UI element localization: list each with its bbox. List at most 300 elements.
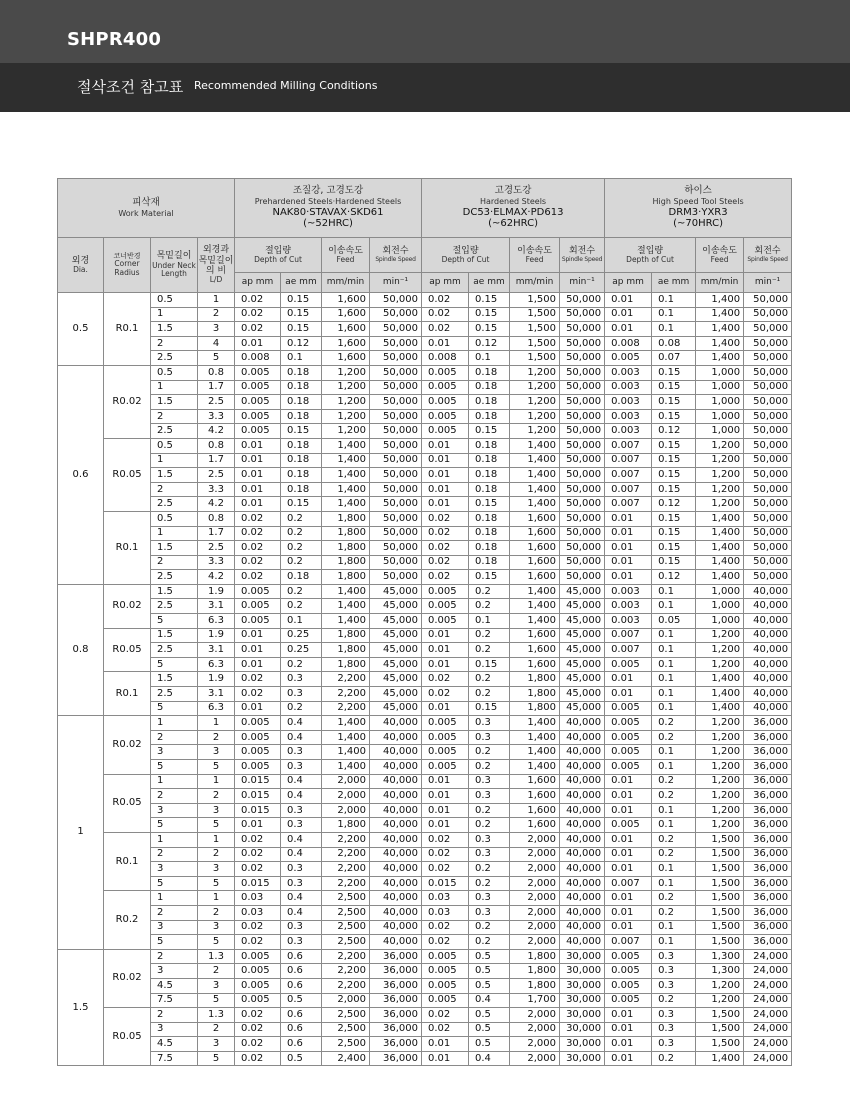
value-cell: 0.12 (281, 336, 322, 351)
value-cell: 0.003 (605, 395, 652, 410)
value-cell: 40,000 (560, 935, 605, 950)
value-cell: 1,200 (696, 643, 744, 658)
value-cell: 1,200 (696, 730, 744, 745)
value-cell: 0.18 (469, 511, 510, 526)
spindle-speed-header-1: 회전수 Spindle Speed (370, 238, 422, 273)
value-cell: 0.02 (422, 862, 469, 877)
value-cell: 0.4 (281, 789, 322, 804)
value-cell: 1,800 (322, 511, 370, 526)
value-cell: 1,200 (696, 657, 744, 672)
value-cell: 0.8 (198, 511, 235, 526)
value-cell: 0.02 (422, 672, 469, 687)
value-cell: 0.005 (235, 964, 281, 979)
value-cell: 1,800 (510, 701, 560, 716)
value-cell: 40,000 (370, 905, 422, 920)
value-cell: 1.7 (198, 453, 235, 468)
value-cell: 1,500 (696, 905, 744, 920)
value-cell: 3 (151, 745, 198, 760)
corner-radius-cell: R0.02 (104, 584, 151, 628)
value-cell: 40,000 (560, 803, 605, 818)
value-cell: 0.01 (605, 832, 652, 847)
corner-radius-cell: R0.02 (104, 365, 151, 438)
value-cell: 1,200 (696, 760, 744, 775)
value-cell: 1,200 (696, 818, 744, 833)
value-cell: 1,200 (322, 395, 370, 410)
corner-radius-header: 코너반경 Corner Radius (104, 238, 151, 293)
value-cell: 1,800 (322, 818, 370, 833)
value-cell: 2 (151, 409, 198, 424)
value-cell: 0.005 (235, 395, 281, 410)
value-cell: 1,400 (696, 511, 744, 526)
value-cell: 0.005 (422, 745, 469, 760)
value-cell: 40,000 (370, 803, 422, 818)
value-cell: 0.12 (652, 570, 696, 585)
value-cell: 45,000 (370, 584, 422, 599)
value-cell: 30,000 (560, 1022, 605, 1037)
value-cell: 0.18 (469, 555, 510, 570)
value-cell: 0.2 (469, 745, 510, 760)
value-cell: 0.2 (281, 526, 322, 541)
value-cell: 45,000 (370, 628, 422, 643)
value-cell: 0.15 (652, 468, 696, 483)
value-cell: 3 (198, 920, 235, 935)
value-cell: 1.7 (198, 380, 235, 395)
value-cell: 1,800 (510, 672, 560, 687)
value-cell: 1,200 (510, 395, 560, 410)
under-neck-length-header: 목밑길이 Under Neck Length (151, 238, 198, 293)
value-cell: 36,000 (744, 905, 792, 920)
value-cell: 1.5 (151, 541, 198, 556)
value-cell: 40,000 (370, 862, 422, 877)
value-cell: 40,000 (744, 643, 792, 658)
value-cell: 0.02 (235, 920, 281, 935)
value-cell: 50,000 (560, 526, 605, 541)
value-cell: 1.5 (151, 322, 198, 337)
material-group-1-header: 조질강, 고경도강 Prehardened Steels·Hardened Steels NAK80·STAVAX·SKD61 (~52HRC) (235, 179, 422, 238)
corner-radius-cell: R0.1 (104, 293, 151, 366)
value-cell: 0.3 (469, 789, 510, 804)
table-row (58, 657, 792, 672)
value-cell: 0.01 (422, 468, 469, 483)
value-cell: 40,000 (560, 818, 605, 833)
value-cell: 0.18 (469, 526, 510, 541)
value-cell: 0.02 (235, 687, 281, 702)
value-cell: 36,000 (744, 935, 792, 950)
value-cell: 0.6 (281, 964, 322, 979)
value-cell: 2 (151, 789, 198, 804)
value-cell: 0.1 (652, 687, 696, 702)
value-cell: 1,400 (696, 541, 744, 556)
unit-speed: min⁻¹ (744, 273, 792, 293)
value-cell: 0.1 (281, 351, 322, 366)
value-cell: 0.2 (469, 687, 510, 702)
value-cell: 0.2 (652, 847, 696, 862)
value-cell: 36,000 (744, 891, 792, 906)
value-cell: 40,000 (560, 876, 605, 891)
value-cell: 36,000 (744, 847, 792, 862)
value-cell: 50,000 (370, 555, 422, 570)
value-cell: 2,000 (510, 862, 560, 877)
value-cell: 0.005 (605, 716, 652, 731)
value-cell: 1,200 (696, 468, 744, 483)
value-cell: 40,000 (744, 628, 792, 643)
value-cell: 0.5 (151, 438, 198, 453)
value-cell: 1 (151, 774, 198, 789)
table-row (58, 293, 792, 308)
value-cell: 36,000 (744, 716, 792, 731)
diameter-cell: 0.5 (58, 293, 104, 366)
value-cell: 2,000 (510, 847, 560, 862)
value-cell: 0.02 (422, 1022, 469, 1037)
value-cell: 0.07 (652, 351, 696, 366)
value-cell: 0.01 (422, 482, 469, 497)
value-cell: 0.4 (469, 1051, 510, 1066)
value-cell: 0.5 (469, 964, 510, 979)
diameter-cell: 0.8 (58, 584, 104, 715)
value-cell: 45,000 (560, 584, 605, 599)
value-cell: 0.18 (281, 570, 322, 585)
value-cell: 2.5 (151, 424, 198, 439)
value-cell: 1,200 (696, 497, 744, 512)
value-cell: 0.1 (652, 876, 696, 891)
value-cell: 0.01 (605, 789, 652, 804)
value-cell: 2 (198, 307, 235, 322)
table-row (58, 555, 792, 570)
value-cell: 40,000 (744, 701, 792, 716)
value-cell: 0.2 (652, 789, 696, 804)
value-cell: 0.05 (652, 614, 696, 629)
value-cell: 0.2 (652, 716, 696, 731)
value-cell: 0.01 (605, 541, 652, 556)
value-cell: 50,000 (560, 380, 605, 395)
value-cell: 1,200 (510, 409, 560, 424)
value-cell: 50,000 (560, 438, 605, 453)
value-cell: 1,400 (510, 760, 560, 775)
value-cell: 40,000 (744, 687, 792, 702)
value-cell: 0.3 (281, 745, 322, 760)
value-cell: 50,000 (560, 395, 605, 410)
value-cell: 0.005 (235, 409, 281, 424)
value-cell: 1,600 (510, 555, 560, 570)
value-cell: 0.2 (469, 803, 510, 818)
value-cell: 5 (151, 760, 198, 775)
value-cell: 50,000 (744, 365, 792, 380)
value-cell: 50,000 (560, 570, 605, 585)
value-cell: 0.18 (281, 438, 322, 453)
value-cell: 0.02 (422, 847, 469, 862)
value-cell: 0.1 (652, 672, 696, 687)
value-cell: 2.5 (198, 468, 235, 483)
value-cell: 45,000 (370, 599, 422, 614)
value-cell: 0.3 (652, 949, 696, 964)
value-cell: 0.01 (235, 643, 281, 658)
value-cell: 50,000 (560, 307, 605, 322)
value-cell: 0.01 (605, 774, 652, 789)
value-cell: 0.01 (605, 526, 652, 541)
unit-feed: mm/min (696, 273, 744, 293)
value-cell: 1,600 (510, 803, 560, 818)
unit-feed: mm/min (322, 273, 370, 293)
value-cell: 0.3 (469, 832, 510, 847)
value-cell: 1,200 (510, 365, 560, 380)
unit-ae: ae mm (652, 273, 696, 293)
value-cell: 50,000 (370, 438, 422, 453)
value-cell: 2 (151, 730, 198, 745)
value-cell: 1,500 (510, 307, 560, 322)
value-cell: 2 (198, 905, 235, 920)
table-row (58, 949, 792, 964)
material-group-2-header: 고경도강 Hardened Steels DC53·ELMAX·PD613 (~62HRC) (422, 179, 605, 238)
value-cell: 50,000 (744, 336, 792, 351)
value-cell: 0.15 (469, 657, 510, 672)
value-cell: 0.18 (281, 482, 322, 497)
value-cell: 0.18 (469, 453, 510, 468)
value-cell: 24,000 (744, 964, 792, 979)
value-cell: 1,800 (322, 643, 370, 658)
value-cell: 1,200 (696, 716, 744, 731)
value-cell: 50,000 (744, 307, 792, 322)
value-cell: 2 (151, 949, 198, 964)
value-cell: 0.005 (422, 993, 469, 1008)
value-cell: 1,200 (696, 993, 744, 1008)
value-cell: 36,000 (744, 803, 792, 818)
value-cell: 50,000 (560, 497, 605, 512)
value-cell: 0.01 (235, 438, 281, 453)
value-cell: 50,000 (744, 395, 792, 410)
value-cell: 0.01 (422, 774, 469, 789)
value-cell: 1,300 (696, 964, 744, 979)
value-cell: 50,000 (560, 409, 605, 424)
value-cell: 1,200 (696, 789, 744, 804)
value-cell: 1,200 (696, 803, 744, 818)
value-cell: 1,200 (510, 424, 560, 439)
value-cell: 0.005 (605, 978, 652, 993)
value-cell: 0.008 (422, 351, 469, 366)
value-cell: 1,200 (696, 978, 744, 993)
value-cell: 0.02 (422, 832, 469, 847)
value-cell: 40,000 (370, 730, 422, 745)
value-cell: 0.4 (281, 891, 322, 906)
value-cell: 1.9 (198, 672, 235, 687)
value-cell: 40,000 (370, 920, 422, 935)
value-cell: 0.005 (422, 614, 469, 629)
value-cell: 0.3 (652, 964, 696, 979)
value-cell: 40,000 (370, 876, 422, 891)
value-cell: 2 (151, 847, 198, 862)
value-cell: 0.3 (281, 760, 322, 775)
value-cell: 0.2 (469, 643, 510, 658)
table-row (58, 307, 792, 322)
value-cell: 3.1 (198, 599, 235, 614)
value-cell: 45,000 (560, 701, 605, 716)
value-cell: 2.5 (151, 599, 198, 614)
value-cell: 24,000 (744, 1051, 792, 1066)
value-cell: 5 (151, 614, 198, 629)
value-cell: 0.18 (469, 380, 510, 395)
value-cell: 1,200 (322, 424, 370, 439)
value-cell: 5 (198, 760, 235, 775)
value-cell: 0.01 (422, 657, 469, 672)
value-cell: 50,000 (370, 351, 422, 366)
value-cell: 1,000 (696, 584, 744, 599)
feed-header-3: 이송속도 Feed (696, 238, 744, 273)
table-row (58, 409, 792, 424)
value-cell: 24,000 (744, 1037, 792, 1052)
value-cell: 50,000 (370, 307, 422, 322)
value-cell: 0.2 (469, 862, 510, 877)
table-row (58, 1037, 792, 1052)
table-row (58, 570, 792, 585)
value-cell: 0.2 (469, 935, 510, 950)
value-cell: 1,500 (696, 847, 744, 862)
subtitle-bar (0, 63, 850, 112)
value-cell: 1,400 (322, 453, 370, 468)
value-cell: 5 (198, 876, 235, 891)
value-cell: 0.005 (422, 424, 469, 439)
value-cell: 0.02 (235, 570, 281, 585)
value-cell: 1,400 (510, 745, 560, 760)
value-cell: 5 (198, 935, 235, 950)
value-cell: 40,000 (370, 745, 422, 760)
value-cell: 40,000 (560, 730, 605, 745)
value-cell: 0.01 (422, 818, 469, 833)
value-cell: 40,000 (370, 716, 422, 731)
value-cell: 2,200 (322, 701, 370, 716)
value-cell: 4.5 (151, 978, 198, 993)
value-cell: 1,500 (696, 1008, 744, 1023)
value-cell: 0.1 (652, 803, 696, 818)
value-cell: 1,200 (696, 482, 744, 497)
value-cell: 0.15 (281, 293, 322, 308)
value-cell: 2 (198, 847, 235, 862)
value-cell: 0.1 (652, 307, 696, 322)
value-cell: 0.003 (605, 599, 652, 614)
table-row (58, 832, 792, 847)
value-cell: 0.1 (652, 701, 696, 716)
value-cell: 1.5 (151, 468, 198, 483)
value-cell: 0.1 (652, 599, 696, 614)
value-cell: 40,000 (744, 672, 792, 687)
value-cell: 1,600 (322, 336, 370, 351)
value-cell: 1,400 (510, 438, 560, 453)
corner-radius-cell: R0.2 (104, 891, 151, 949)
corner-radius-cell: R0.05 (104, 438, 151, 511)
value-cell: 0.02 (235, 1022, 281, 1037)
value-cell: 50,000 (560, 511, 605, 526)
value-cell: 50,000 (370, 468, 422, 483)
value-cell: 2 (198, 1022, 235, 1037)
value-cell: 0.003 (605, 614, 652, 629)
value-cell: 0.02 (235, 847, 281, 862)
value-cell: 0.15 (469, 293, 510, 308)
value-cell: 0.15 (652, 526, 696, 541)
value-cell: 0.01 (605, 293, 652, 308)
value-cell: 6.3 (198, 657, 235, 672)
table-row (58, 862, 792, 877)
value-cell: 36,000 (370, 964, 422, 979)
value-cell: 0.15 (652, 365, 696, 380)
value-cell: 0.18 (469, 365, 510, 380)
title-bar (0, 0, 850, 63)
value-cell: 2,200 (322, 978, 370, 993)
value-cell: 2.5 (151, 351, 198, 366)
value-cell: 30,000 (560, 993, 605, 1008)
value-cell: 3 (151, 920, 198, 935)
value-cell: 0.005 (235, 380, 281, 395)
value-cell: 3.3 (198, 555, 235, 570)
value-cell: 0.005 (235, 978, 281, 993)
value-cell: 1 (198, 293, 235, 308)
value-cell: 50,000 (560, 555, 605, 570)
value-cell: 2,500 (322, 1008, 370, 1023)
value-cell: 1,600 (322, 351, 370, 366)
value-cell: 40,000 (560, 920, 605, 935)
value-cell: 0.01 (605, 511, 652, 526)
value-cell: 0.01 (422, 438, 469, 453)
value-cell: 0.02 (422, 322, 469, 337)
value-cell: 0.2 (281, 584, 322, 599)
corner-radius-cell: R0.1 (104, 511, 151, 584)
value-cell: 1,000 (696, 409, 744, 424)
value-cell: 2,200 (322, 964, 370, 979)
value-cell: 0.2 (469, 628, 510, 643)
value-cell: 50,000 (370, 380, 422, 395)
value-cell: 40,000 (560, 905, 605, 920)
value-cell: 0.02 (422, 935, 469, 950)
value-cell: 0.1 (652, 920, 696, 935)
value-cell: 0.01 (605, 307, 652, 322)
value-cell: 0.18 (469, 409, 510, 424)
value-cell: 1 (151, 453, 198, 468)
table-row (58, 993, 792, 1008)
value-cell: 0.005 (235, 730, 281, 745)
value-cell: 50,000 (560, 322, 605, 337)
value-cell: 1,800 (322, 555, 370, 570)
value-cell: 45,000 (560, 614, 605, 629)
value-cell: 2.5 (198, 395, 235, 410)
value-cell: 0.15 (652, 438, 696, 453)
value-cell: 0.5 (151, 293, 198, 308)
value-cell: 0.01 (605, 555, 652, 570)
value-cell: 2 (151, 905, 198, 920)
value-cell: 0.15 (281, 497, 322, 512)
value-cell: 0.02 (235, 672, 281, 687)
value-cell: 0.01 (605, 803, 652, 818)
value-cell: 0.01 (605, 1008, 652, 1023)
value-cell: 0.005 (605, 351, 652, 366)
value-cell: 1,200 (696, 745, 744, 760)
value-cell: 0.2 (281, 555, 322, 570)
value-cell: 0.005 (235, 745, 281, 760)
table-row (58, 351, 792, 366)
value-cell: 1,200 (696, 438, 744, 453)
diameter-cell: 0.6 (58, 365, 104, 584)
value-cell: 0.01 (422, 789, 469, 804)
value-cell: 2.5 (151, 570, 198, 585)
value-cell: 1,000 (696, 424, 744, 439)
value-cell: 50,000 (744, 322, 792, 337)
value-cell: 50,000 (744, 351, 792, 366)
value-cell: 0.5 (281, 1051, 322, 1066)
value-cell: 36,000 (370, 949, 422, 964)
value-cell: 0.003 (605, 584, 652, 599)
value-cell: 0.007 (605, 628, 652, 643)
value-cell: 0.02 (422, 307, 469, 322)
value-cell: 50,000 (370, 424, 422, 439)
unit-feed: mm/min (510, 273, 560, 293)
value-cell: 0.02 (235, 862, 281, 877)
value-cell: 0.4 (281, 905, 322, 920)
